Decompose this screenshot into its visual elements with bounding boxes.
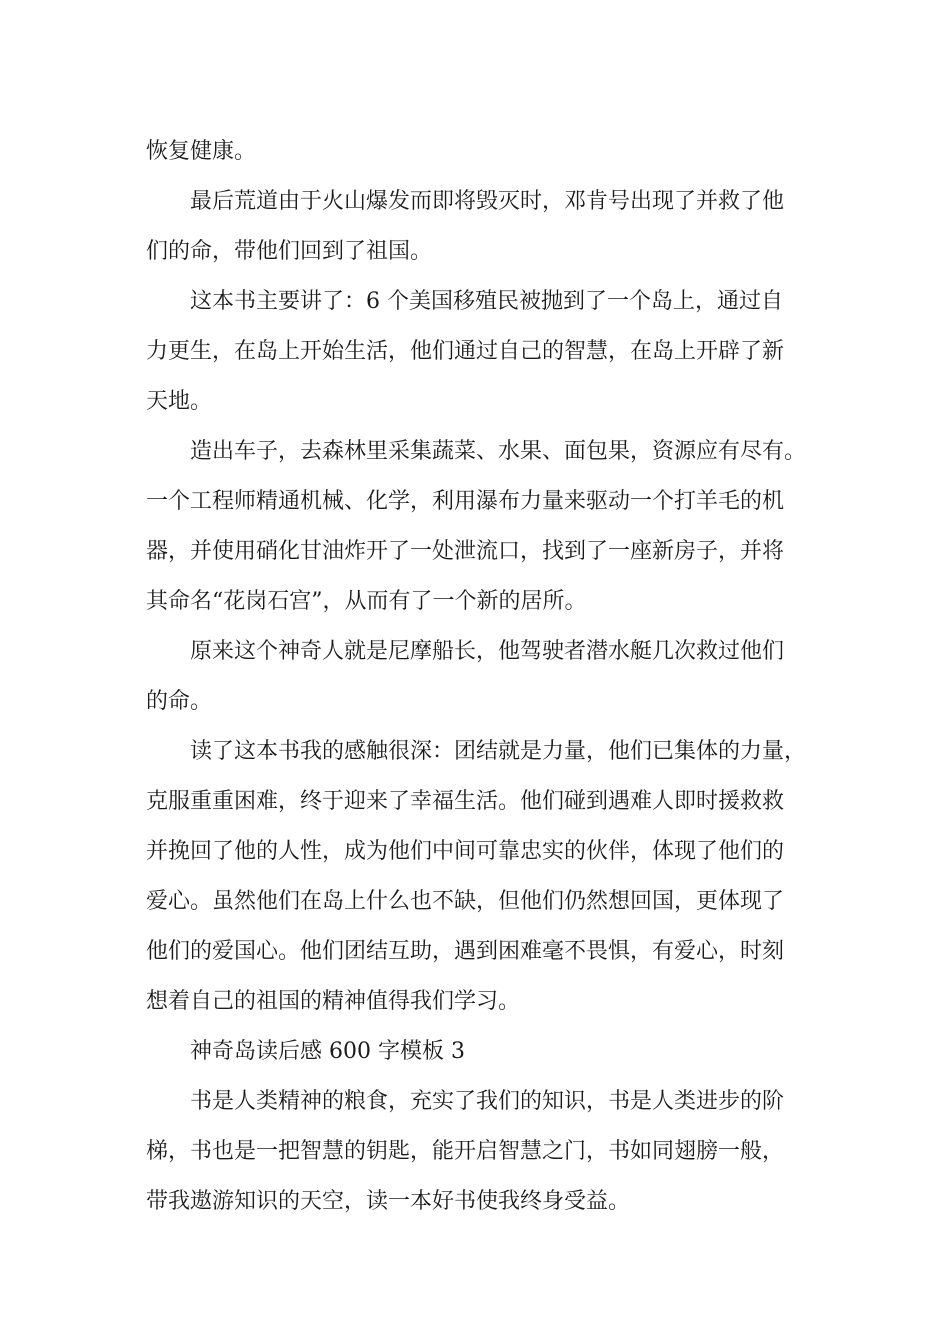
text-line: 克服重重困难，终于迎来了幸福生活。他们碰到遇难人即时援救救 [146,789,785,814]
text-line: 的命。 [146,689,213,714]
text-line: 这本书主要讲了：6 个美国移殖民被抛到了一个岛上，通过自 [190,289,783,314]
text-line: 器，并使用硝化甘油炸开了一处泄流口，找到了一座新房子，并将 [146,539,785,564]
paragraph [146,427,812,627]
paragraph [146,627,812,727]
paragraph [146,177,812,277]
text-line: 想着自己的祖国的精神值得我们学习。 [146,989,521,1014]
text-line: 爱心。虽然他们在岛上什么也不缺，但他们仍然想回国，更体现了 [146,889,785,914]
text-line: 梯，书也是一把智慧的钥匙，能开启智慧之门，书如同翅膀一般， [146,1139,785,1164]
text-line: 他们的爱国心。他们团结互助，遇到困难毫不畏惧，有爱心，时刻 [146,939,785,964]
paragraph [146,1077,812,1227]
text-line: 原来这个神奇人就是尼摩船长，他驾驶者潜水艇几次救过他们 [190,639,785,664]
text-line: 们的命，带他们回到了祖国。 [146,239,433,264]
document-body [146,127,812,1227]
text-line: 力更生，在岛上开始生活，他们通过自己的智慧，在岛上开辟了新 [146,339,785,364]
text-line: 天地。 [146,389,213,414]
paragraph [146,277,812,427]
text-line: 恢复健康。 [146,139,257,164]
section-heading [146,1027,812,1077]
text-line: 带我遨游知识的天空，读一本好书使我终身受益。 [146,1189,631,1214]
text-line: 造出车子，去森林里采集蔬菜、水果、面包果，资源应有尽有。 [190,439,807,464]
paragraph [146,727,812,1027]
text-line: 书是人类精神的粮食，充实了我们的知识，书是人类进步的阶 [190,1089,785,1114]
text-line: 并挽回了他的人性，成为他们中间可靠忠实的伙伴，体现了他们的 [146,839,785,864]
text-line: 最后荒道由于火山爆发而即将毁灭时，邓肯号出现了并救了他 [190,189,785,214]
paragraph [146,127,812,177]
text-line: 其命名“花岗石宫”，从而有了一个新的居所。 [146,589,587,614]
text-line: 一个工程师精通机械、化学，利用瀑布力量来驱动一个打羊毛的机 [146,489,785,514]
text-line: 读了这本书我的感触很深：团结就是力量，他们已集体的力量， [190,739,807,764]
heading-text: 神奇岛读后感 600 字模板 3 [190,1039,465,1064]
